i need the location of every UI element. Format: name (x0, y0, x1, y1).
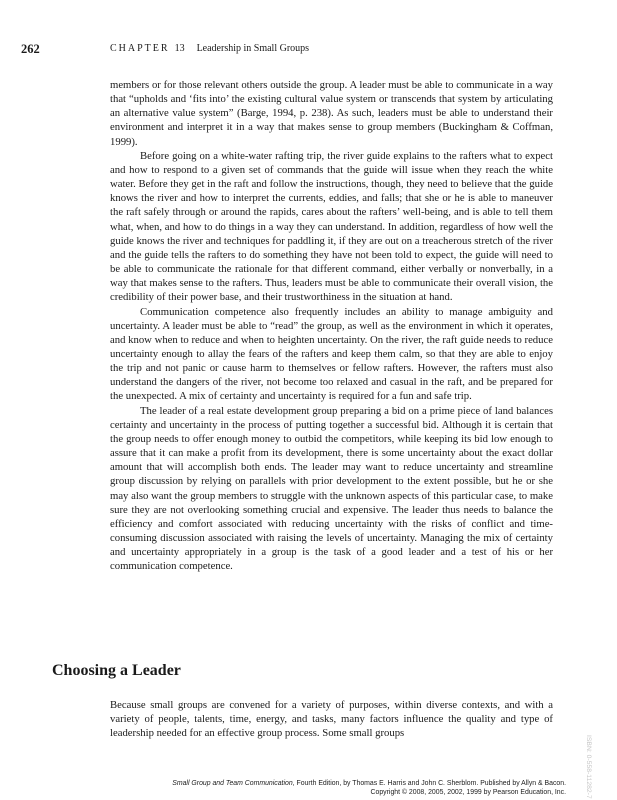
section-body (110, 698, 553, 740)
book-title: Small Group and Team Communication (172, 780, 293, 787)
copyright-footer (172, 780, 566, 797)
footer-publication: , Fourth Edition, by Thomas E. Harris and John C. Sherblom. Published by Allyn & Bacon. (292, 780, 566, 787)
isbn-watermark: ISBN: 0-558-11282-7 (585, 735, 592, 799)
chapter-number: 13 (174, 43, 185, 54)
paragraph: members or for those relevant others outside the group. A leader must be able to communicate in a way that “upholds and ‘fits into’ the existing cultural value system or transcends that system by articulating an alternative value system” (Barge, 1994, p. 238). As such, leaders must be able to understand their environment and interpret it in a way that makes sense to group members (Buckingham & Coffman, 1999). (110, 79, 553, 148)
page-number: 262 (21, 42, 40, 56)
paragraph: Before going on a white-water rafting trip, the river guide explains to the rafters what to expect and how to respond to a given set of commands that the guide will issue when they reach the white water. Before they get in the raft and follow the instructions, though, they need to believe that the guide knows the river and how to interpret the currents, eddies, and falls; that she or he is able to maneuver the raft safely through or around the rapids, cares about the rafters’ well-being, and is able to tell them what, when, and how to do things in a way they can understand. In addition, regardless of how well the guide knows the river and techniques for paddling it, if they are out on a treacherous stretch of the river and the guide tells the rafters to do something they have not been told to expect, the guide will need to be able to communicate the rationale for that different command, either verbally or nonverbally, in a way that makes sense to the rafters. Thus, leaders must be able to communicate their overall vision, the credibility of their power base, and their trustworthiness in the situation at hand. (110, 149, 553, 304)
footer-copyright: Copyright © 2008, 2005, 2002, 1999 by Pearson Education, Inc. (370, 788, 566, 796)
footer-line-1 (172, 780, 566, 789)
chapter-title: Leadership in Small Groups (196, 43, 310, 54)
body-text (110, 78, 553, 573)
running-head (110, 43, 309, 54)
chapter-label: CHAPTER (110, 43, 170, 54)
paragraph: The leader of a real estate development group preparing a bid on a prime piece of land balances certainty and uncertainty in the process of putting together a successful bid. Although it is certain that the group needs to offer enough money to outbid the competitors, while keeping its bid low enough to assure that it can make a profit from its development, there is some uncertainty about the exact dollar amount that will accomplish both ends. The leader may want to reduce uncertainty and streamline group discussion by relying on parallels with prior development to the extent possible, but he or she may also want the group members to struggle with the unknown aspects of this particular case, to make sure they are not overlooking something crucial and expensive. The leader thus needs to balance the efficiency and comfort associated with reducing uncertainty with the risks of conflict and time-consuming discussion associated with raising the levels of uncertainty. Managing the mix of certainty and uncertainty appropriately in a group is the task of a good leader and a test of his or her communication competence. (110, 404, 553, 573)
section-heading: Choosing a Leader (52, 662, 181, 679)
paragraph: Because small groups are convened for a variety of purposes, within diverse contexts, and with a variety of people, talents, time, energy, and tasks, many factors influence the quality and type of leadership needed for an effective group process. Some small groups (110, 699, 553, 740)
paragraph: Communication competence also frequently includes an ability to manage ambiguity and uncertainty. A leader must be able to “read” the group, as well as the environment in which it operates, and know when to reduce and when to heighten uncertainty. On the river, the raft guide needs to reduce uncertainty enough to allay the fears of the rafters and keep them calm, so that they are able to enjoy the trip and not panic or cause harm to themselves or fellow rafters. However, the rafters must also understand the dangers of the river, not become too relaxed and casual in the raft, and be prepared for the unexpected. A mix of certainty and uncertainty is required for a fun and safe trip. (110, 305, 553, 403)
